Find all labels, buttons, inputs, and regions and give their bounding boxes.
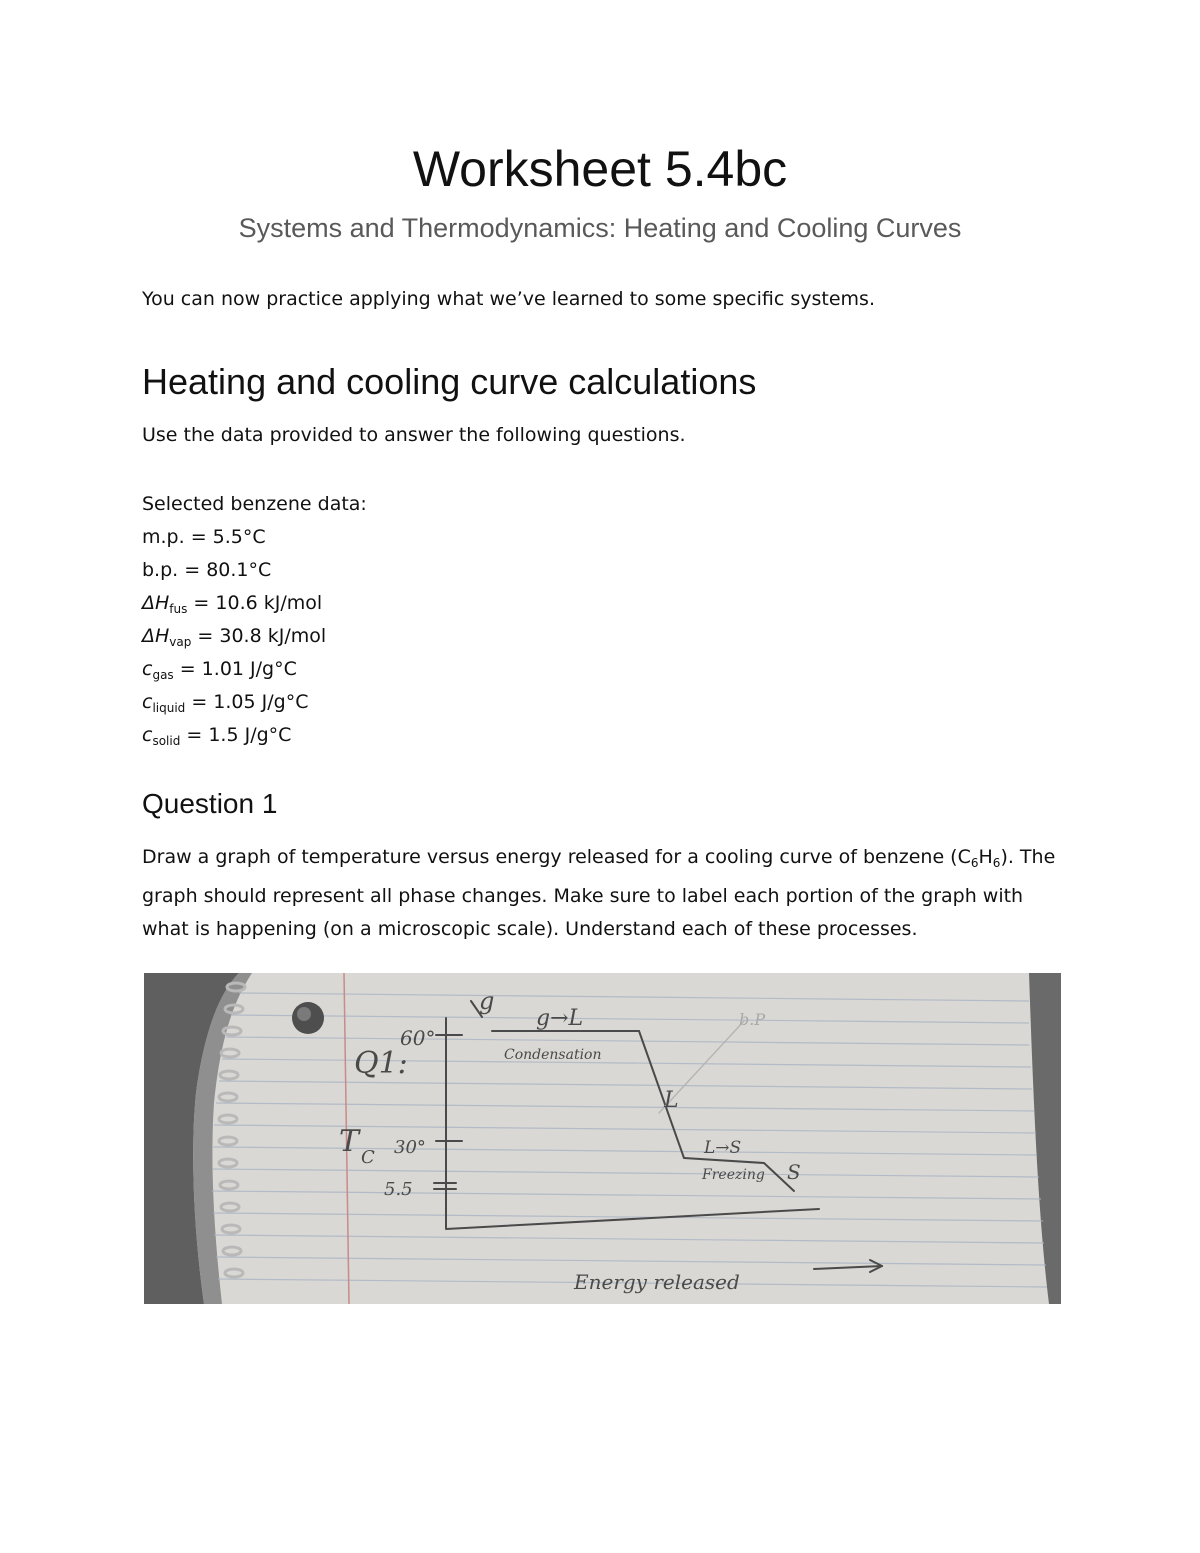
y-label-t: T [339,1124,360,1159]
gas-label: g [479,987,495,1015]
specific-heat-liquid: $c_{liquid} = 1.05$ J/g°C [142,691,309,715]
specific-heat-gas: $c_{gas} = 1.01$ J/g°C [142,658,297,682]
enthalpy-vaporization: $\Delta H_{vap} = 30.8$ kJ/mol [142,625,327,649]
specific-heat-solid: $c_{solid} = 1.5$ J/g°C [142,724,292,748]
tick-60: 60° [400,1026,436,1050]
question-1-text: Draw a graph of temperature versus energy released for a cooling curve of benzene $(C_6H_6)$. The graph should represent all phase changes. Make sure to label each portion of the graph with what is happening (on a microscopic scale). Understand each of these processes. [142,846,1056,940]
boiling-point: b.p. = 80.1°C [142,559,272,581]
section-heading: Heating and cooling curve calculations [142,361,757,402]
freezing-label: Freezing [702,1167,765,1183]
x-axis-label: Energy released [574,1270,740,1294]
instruction-text: Use the data provided to answer the following questions. [142,424,686,446]
handwritten-cooling-curve-photo [144,973,1061,1304]
l-to-s-label: L→S [704,1138,742,1158]
benzene-data-list [142,488,367,752]
page-subtitle: Systems and Thermodynamics: Heating and Cooling Curves [238,213,962,243]
bp-label: b.P [739,1010,766,1029]
question-1-heading: Question 1 [142,788,278,819]
q1-label: Q1: [354,1046,408,1081]
tick-30: 30° [394,1137,426,1158]
solid-label: S [787,1160,801,1184]
y-label-c: C [361,1147,375,1168]
data-label: Selected benzene data: [142,493,367,515]
g-to-l-label: g→L [536,1006,584,1031]
melting-point: m.p. = 5.5°C [142,526,266,548]
enthalpy-fusion: $\Delta H_{fus} = 10.6$ kJ/mol [142,592,323,616]
intro-text: You can now practice applying what we’ve learned to some specific systems. [142,288,875,310]
page-title: Worksheet 5.4bc [412,141,788,197]
condensation-label: Condensation [504,1047,602,1063]
tick-5-5: 5.5 [384,1179,413,1200]
liquid-label: L [664,1088,679,1113]
